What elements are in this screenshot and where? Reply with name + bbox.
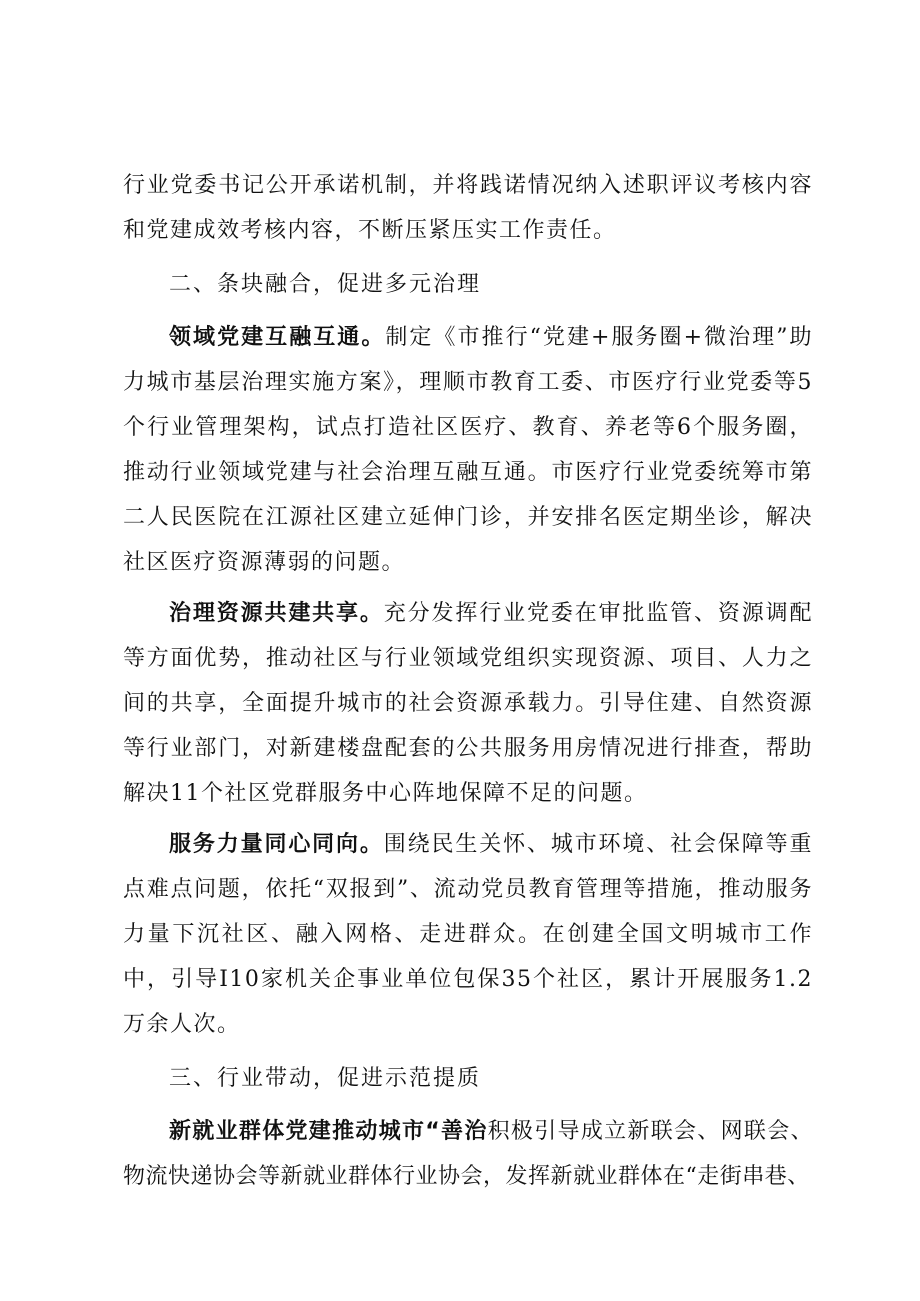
continuation-text: 行业党委书记公开承诺机制，并将践诺情况纳入述职评议考核内容和党建成效考核内容，不断压紧压实工作责任。 (123, 173, 813, 243)
paragraph-lead: 治理资源共建共享。 (169, 601, 384, 626)
paragraph-service-forces (123, 822, 813, 1047)
section-heading-2: 二、条块融合，促进多元治理 (169, 272, 482, 297)
paragraph-lead: 领域党建互融互通。 (169, 325, 386, 350)
paragraph-domain-party-building (123, 315, 813, 585)
paragraph-text: 围绕民生关怀、城市环境、社会保障等重点难点问题，依托“双报到”、流动党员教育管理等措施，推动服务力量下沉社区、融入网格、走进群众。在创建全国文明城市工作中，引导I10家机关企事业单位包保35个社区，累计开展服务1.2万余人次。 (123, 832, 813, 1037)
paragraph-governance-resources (123, 591, 813, 816)
paragraph-new-employment-groups (123, 1109, 813, 1199)
paragraph-lead: 服务力量同心同向。 (169, 832, 384, 857)
document-body (123, 163, 813, 1199)
section-heading-3: 三、行业带动，促进示范提质 (169, 1066, 482, 1091)
paragraph-text: 积极引导成立新联会、网联会、物流快递协会等新就业群体行业协会，发挥新就业群体在“走街串巷、 (123, 1119, 813, 1189)
paragraph-text: 充分发挥行业党委在审批监管、资源调配等方面优势，推动社区与行业领域党组织实现资源、项目、人力之间的共享，全面提升城市的社会资源承载力。引导住建、自然资源等行业部门，对新建楼盘配套的公共服务用房情况进行排查，帮助解决11个社区党群服务中心阵地保障不足的问题。 (123, 601, 813, 806)
paragraph-lead: 新就业群体党建推动城市“善治 (169, 1119, 488, 1144)
paragraph-text: 制定《市推行“党建+服务圈+微治理”助力城市基层治理实施方案》，理顺市教育工委、市医疗行业党委等5个行业管理架构，试点打造社区医疗、教育、养老等6个服务圈，推动行业领域党建与社会治理互融互通。市医疗行业党委统筹市第二人民医院在江源社区建立延伸门诊，并安排名医定期坐诊，解决社区医疗资源薄弱的问题。 (123, 325, 813, 575)
continuation-paragraph (123, 163, 813, 253)
